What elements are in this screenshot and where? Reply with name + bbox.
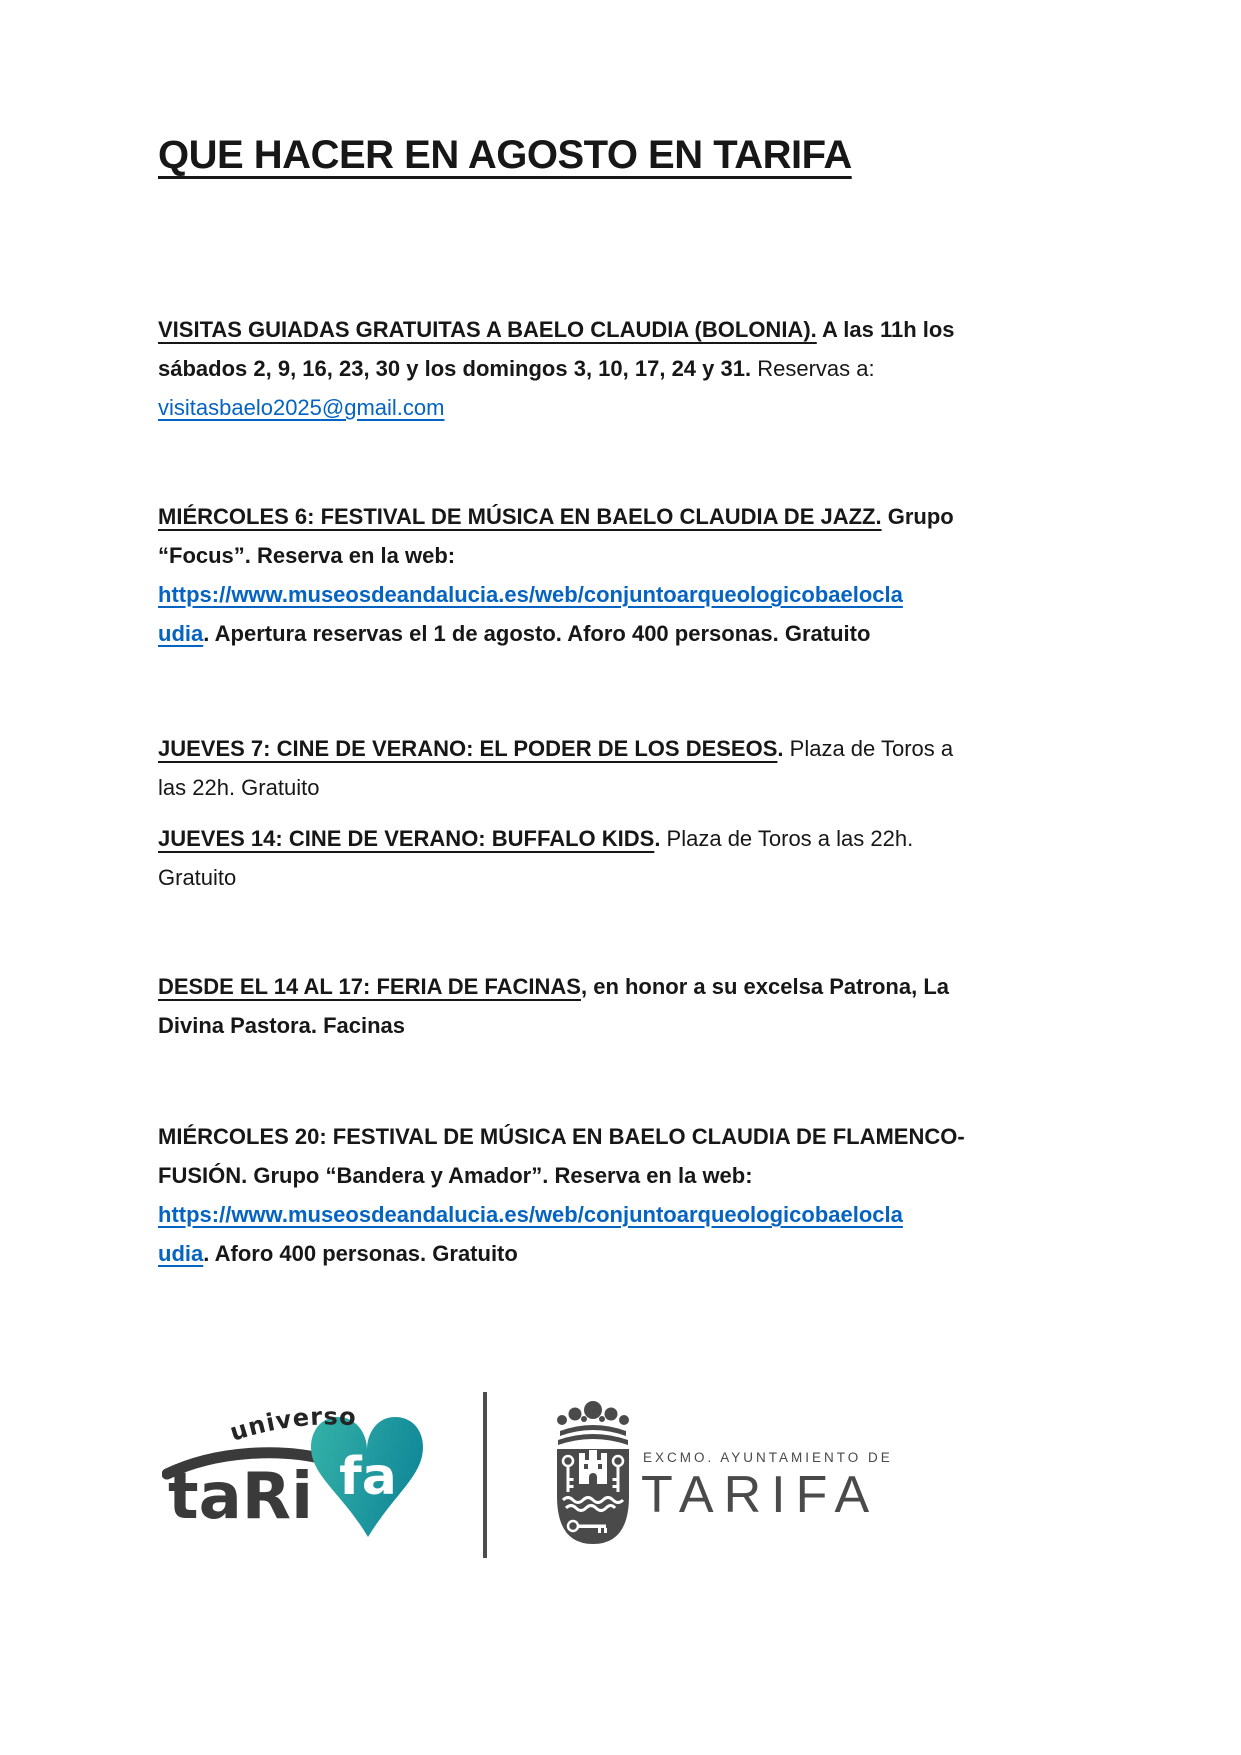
regular-run: Plaza de Toros a xyxy=(783,736,954,761)
text-line xyxy=(158,1006,1103,1045)
regular-run: Reservas a: xyxy=(751,356,875,381)
museos-url-continuation-link[interactable]: udia xyxy=(158,1241,204,1266)
bold-run: Divina Pastora. Facinas xyxy=(158,1013,405,1038)
text-line xyxy=(158,729,1103,768)
logo-divider xyxy=(483,1392,487,1558)
regular-run: las 22h. Gratuito xyxy=(158,775,320,800)
event-paragraph-miercoles20 xyxy=(158,1117,1103,1273)
heading-run: VISITAS GUIADAS GRATUITAS A BAELO CLAUDIA (BOLONIA). xyxy=(158,317,817,342)
event-paragraph-jueves14 xyxy=(158,819,1103,897)
bold-run: A las 11h los xyxy=(816,317,955,342)
ayuntamiento-tarifa-logo xyxy=(551,1398,903,1550)
text-line xyxy=(158,858,1103,897)
heading-run: DESDE EL 14 AL 17: FERIA DE FACINAS xyxy=(158,974,581,999)
coat-caption: EXCMO. AYUNTAMIENTO DE xyxy=(643,1450,893,1465)
heading-run: JUEVES 7: CINE DE VERANO: EL PODER DE LOS DESEOS xyxy=(158,736,778,761)
text-line xyxy=(158,349,1103,388)
bold-run: , en honor a su excelsa Patrona, La xyxy=(580,974,950,999)
heading-run: MIÉRCOLES 6: FESTIVAL DE MÚSICA EN BAELO CLAUDIA DE JAZZ. xyxy=(158,504,882,529)
bold-run: MIÉRCOLES 20: FESTIVAL DE MÚSICA EN BAELO CLAUDIA DE FLAMENCO- xyxy=(158,1124,965,1149)
text-line xyxy=(158,967,1103,1006)
text-line xyxy=(158,819,1103,858)
email-link[interactable]: visitasbaelo2025@gmail.com xyxy=(158,395,445,420)
bold-run: “Focus”. Reserva en la web: xyxy=(158,543,456,568)
text-line xyxy=(158,1117,1103,1156)
bold-run: . Aforo 400 personas. Gratuito xyxy=(203,1241,518,1266)
event-paragraph-visitas xyxy=(158,310,1103,427)
museos-url-continuation-link[interactable]: udia xyxy=(158,621,204,646)
text-line xyxy=(158,614,1103,653)
wordmark-fa: fa xyxy=(339,1447,397,1507)
event-paragraph-jueves7 xyxy=(158,729,1103,807)
bold-run: . xyxy=(777,736,784,761)
text-line xyxy=(158,497,1103,536)
text-line xyxy=(158,1156,1103,1195)
event-paragraph-feria-facinas xyxy=(158,967,1103,1045)
text-line xyxy=(158,768,1103,807)
text-line xyxy=(158,536,1103,575)
text-line xyxy=(158,388,1103,427)
bold-run: . Apertura reservas el 1 de agosto. Aforo 400 personas. Gratuito xyxy=(203,621,871,646)
bold-run: sábados 2, 9, 16, 23, 30 y los domingos 3, 10, 17, 24 y 31. xyxy=(158,356,752,381)
text-line xyxy=(158,1195,1103,1234)
coat-wordmark: TARIFA xyxy=(641,1466,880,1524)
universo-tarifa-logo xyxy=(162,1396,438,1554)
regular-run: Gratuito xyxy=(158,865,237,890)
bold-run: Grupo xyxy=(881,504,954,529)
text-line xyxy=(158,310,1103,349)
crown-icon xyxy=(557,1401,629,1445)
shield-icon xyxy=(557,1449,629,1544)
regular-run: Plaza de Toros a las 22h. xyxy=(660,826,914,851)
text-line xyxy=(158,575,1103,614)
heading-run: JUEVES 14: CINE DE VERANO: BUFFALO KIDS xyxy=(158,826,655,851)
bold-run: . xyxy=(654,826,661,851)
bold-run: FUSIÓN. Grupo “Bandera y Amador”. Reserva en la web: xyxy=(158,1163,753,1188)
museos-url-link[interactable]: https://www.museosdeandalucia.es/web/conjuntoarqueologicobaelocla xyxy=(158,582,903,607)
text-line xyxy=(158,1234,1103,1273)
event-paragraph-miercoles6 xyxy=(158,497,1103,653)
page-title: QUE HACER EN AGOSTO EN TARIFA xyxy=(158,133,852,177)
museos-url-link[interactable]: https://www.museosdeandalucia.es/web/conjuntoarqueologicobaelocla xyxy=(158,1202,903,1227)
universo-arc-text: universo xyxy=(226,1402,358,1447)
wordmark-tari: taRi xyxy=(168,1460,313,1534)
